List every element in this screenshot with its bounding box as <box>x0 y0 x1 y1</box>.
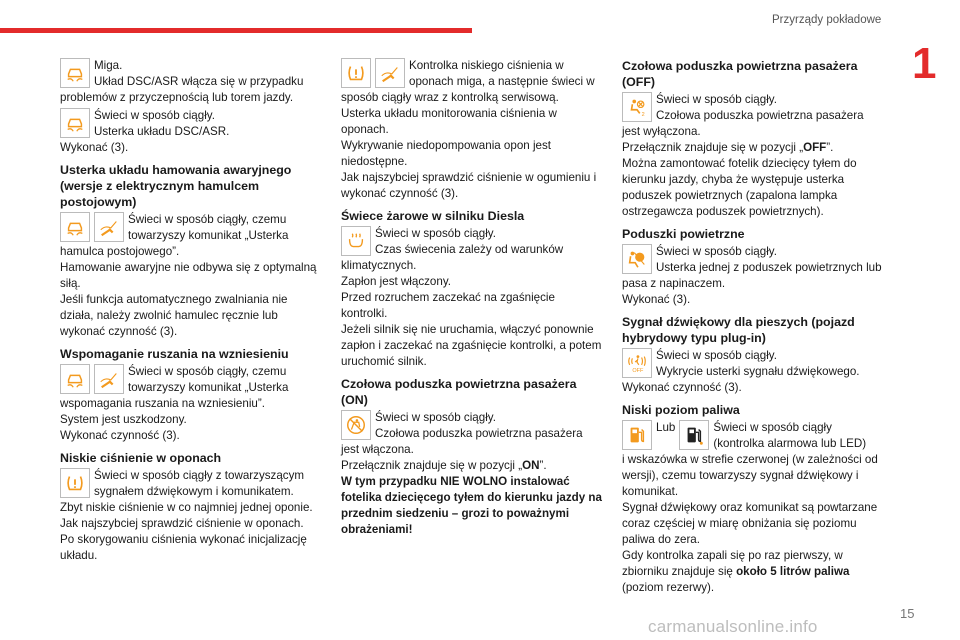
column-3 <box>622 58 884 598</box>
tyre-text-4: Po skorygowaniu ciśnienia wykonać inicjalizację układu. <box>60 533 307 562</box>
dsc-fault-text-2: Usterka układu DSC/ASR. <box>94 125 230 138</box>
airbag-warning-icon <box>622 244 652 274</box>
airbags-heading: Poduszki powietrzne <box>622 227 745 241</box>
hill-entry <box>60 364 322 444</box>
off-label: OFF <box>632 368 644 374</box>
fuel-first: Świeci w sposób ciągły (kontrolka alarmowa lub LED) <box>713 421 867 450</box>
switch-position-on: ON <box>522 459 540 472</box>
hill-text-3: Wykonać czynność (3). <box>60 429 180 442</box>
glow-text: Świeci w sposób ciągły. <box>375 227 496 240</box>
tyre-heading: Niskie ciśnienie w oponach <box>60 451 222 465</box>
brake-text: Świeci w sposób ciągły, czemu towarzyszy komunikat „Usterka hamulca postojowego”. <box>60 213 289 258</box>
dsc-fault-text: Świeci w sposób ciągły. <box>94 109 215 122</box>
fuel-last-post: (poziom rezerwy). <box>622 581 715 594</box>
fuel-entry <box>622 420 884 596</box>
brake-text-3: Jeśli funkcja automatycznego zwalniania nie działa, należy zwolnić hamulec ręcznie lub wykonać czynność (3). <box>60 293 288 338</box>
airbag-on-heading: Czołowa poduszka powietrzna pasażera (ON) <box>341 377 577 407</box>
tyre-pressure-icon <box>341 58 371 88</box>
airbag-on-entry <box>341 410 603 538</box>
brake-entry <box>60 212 322 340</box>
ped-entry <box>622 348 884 396</box>
service-wrench-icon <box>94 212 124 242</box>
airbag-off-switch <box>622 140 884 156</box>
column-1 <box>60 58 322 566</box>
dsc-skid-icon <box>60 58 90 88</box>
chapter-number: 1 <box>912 39 937 88</box>
section-title: Przyrządy pokładowe <box>772 14 882 26</box>
tpms-fault-entry <box>341 58 603 202</box>
tpms-text-3: Wykrywanie niedopompowania opon jest niedostępne. <box>341 139 551 168</box>
tyre-entry <box>60 468 322 564</box>
glow-text-2: Czas świecenia zależy od warunków klimatycznych. <box>341 243 564 272</box>
switch-position-off: OFF <box>803 141 827 154</box>
ped-text: Świeci w sposób ciągły. <box>656 349 777 362</box>
airbags-entry <box>622 244 884 308</box>
airbags-text-2: Usterka jednej z poduszek powietrznych lub pasa z napinaczem. <box>622 261 882 290</box>
dsc-skid-icon <box>60 364 90 394</box>
switch-label-pre: Przełącznik znajduje się w pozycji „ <box>622 141 804 154</box>
tpms-text-2: Usterka układu monitorowania ciśnienia w oponach. <box>341 107 557 136</box>
switch-label-pre: Przełącznik znajduje się w pozycji „ <box>341 459 523 472</box>
dsc-blink-entry <box>60 58 322 106</box>
dsc-blink-text: Miga. <box>94 59 123 72</box>
airbag-off-text-2: Czołowa poduszka powietrzna pasażera jest wyłączona. <box>622 109 864 138</box>
glow-heading: Świece żarowe w silniku Diesla <box>341 209 525 223</box>
glow-text-5: Jeżeli silnik się nie uruchamia, włączyć ponownie zapłon i zaczekać na zgaśnięcie kontrolki, a potem uruchomić silnik. <box>341 323 602 368</box>
glow-entry <box>341 226 603 370</box>
svg-text:2: 2 <box>641 112 645 118</box>
fuel-heading: Niski poziom paliwa <box>622 403 740 417</box>
switch-label-post: ”. <box>826 141 834 154</box>
airbag-on-switch <box>341 458 603 474</box>
service-wrench-icon <box>375 58 405 88</box>
tpms-text-4: Jak najszybciej sprawdzić ciśnienie w ogumieniu i wykonać czynność (3). <box>341 171 597 200</box>
tyre-text: Świeci w sposób ciągły z towarzyszącym sygnałem dźwiękowym i komunikatem. <box>94 469 305 498</box>
airbag-off-text: Świeci w sposób ciągły. <box>656 93 777 106</box>
airbags-text-3: Wykonać (3). <box>622 293 691 306</box>
pedestrian-sound-off-icon <box>622 348 652 378</box>
tyre-pressure-icon <box>60 468 90 498</box>
service-wrench-icon <box>94 364 124 394</box>
fuel-lub: Lub <box>656 421 676 434</box>
fuel-last <box>622 548 884 596</box>
airbag-off-more: Można zamontować fotelik dziecięcy tyłem do kierunku jazdy, chyba że występuje usterka poduszek powietrznych (zapalona lampka ostrzegawcza poduszek powietrznych). <box>622 157 857 218</box>
glow-text-3: Zapłon jest włączony. <box>341 275 451 288</box>
fuel-text-2: Sygnał dźwiękowy oraz komunikat są powtarzane coraz częściej w miarę obniżania się poziomu paliwa do zera. <box>622 501 878 546</box>
brake-text-2: Hamowanie awaryjne nie odbywa się z optymalną siłą. <box>60 261 317 290</box>
page-number: 15 <box>900 606 915 621</box>
glow-plug-icon <box>341 226 371 256</box>
hill-text-2: System jest uszkodzony. <box>60 413 187 426</box>
airbag-on-text-2: Czołowa poduszka powietrzna pasażera jest włączona. <box>341 427 583 456</box>
child-seat-airbag-icon <box>341 410 371 440</box>
tpms-text: Kontrolka niskiego ciśnienia w oponach miga, a następnie świeci w sposób ciągły wraz z kontrolką serwisową. <box>341 59 595 104</box>
column-2 <box>341 58 603 540</box>
fuel-last-bold: około 5 litrów paliwa <box>736 565 850 578</box>
tyre-text-2: Zbyt niskie ciśnienie w co najmniej jednej oponie. <box>60 501 313 514</box>
fuel-pump-icon <box>622 420 652 450</box>
dsc-fault-entry <box>60 108 322 156</box>
brake-heading: Usterka układu hamowania awaryjnego (wersje z elektrycznym hamulcem postojowym) <box>60 163 292 209</box>
fuel-pump-led-icon <box>679 420 709 450</box>
airbag-on-warning: W tym przypadku NIE WOLNO instalować fotelika dziecięcego tyłem do kierunku jazdy na przednim siedzeniu – grozi to poważnymi obrażeniami! <box>341 475 602 536</box>
dsc-skid-icon <box>60 108 90 138</box>
airbag-off-icon <box>622 92 652 122</box>
dsc-action: Wykonać (3). <box>60 141 129 154</box>
fuel-text: i wskazówka w strefie czerwonej (w zależności od wersji), czemu towarzyszy sygnał dźwiękowy i komunikat. <box>622 453 878 498</box>
airbag-off-entry <box>622 92 884 220</box>
watermark: carmanualsonline.info <box>648 617 818 636</box>
switch-label-post: ”. <box>539 459 547 472</box>
ped-text-2: Wykrycie usterki sygnału dźwiękowego. <box>656 365 860 378</box>
airbags-text: Świeci w sposób ciągły. <box>656 245 777 258</box>
ped-heading: Sygnał dźwiękowy dla pieszych (pojazd hybrydowy typu plug-in) <box>622 315 855 345</box>
ped-text-3: Wykonać czynność (3). <box>622 381 742 394</box>
hill-text: Świeci w sposób ciągły, czemu towarzyszy komunikat „Usterka wspomagania ruszania na wzniesieniu”. <box>60 365 289 410</box>
airbag-off-heading: Czołowa poduszka powietrzna pasażera (OFF) <box>622 59 858 89</box>
tyre-text-3: Jak najszybciej sprawdzić ciśnienie w oponach. <box>60 517 304 530</box>
dsc-blink-text-2: Układ DSC/ASR włącza się w przypadku problemów z przyczepnością lub torem jazdy. <box>60 75 304 104</box>
airbag-on-text: Świeci w sposób ciągły. <box>375 411 496 424</box>
dsc-skid-icon <box>60 212 90 242</box>
header-accent-bar <box>0 28 472 33</box>
hill-heading: Wspomaganie ruszania na wzniesieniu <box>60 347 289 361</box>
glow-text-4: Przed rozruchem zaczekać na zgaśnięcie kontrolki. <box>341 291 555 320</box>
fuel-last-pre: Gdy kontrolka zapali się po raz pierwszy, w zbiorniku znajduje się <box>622 549 843 578</box>
